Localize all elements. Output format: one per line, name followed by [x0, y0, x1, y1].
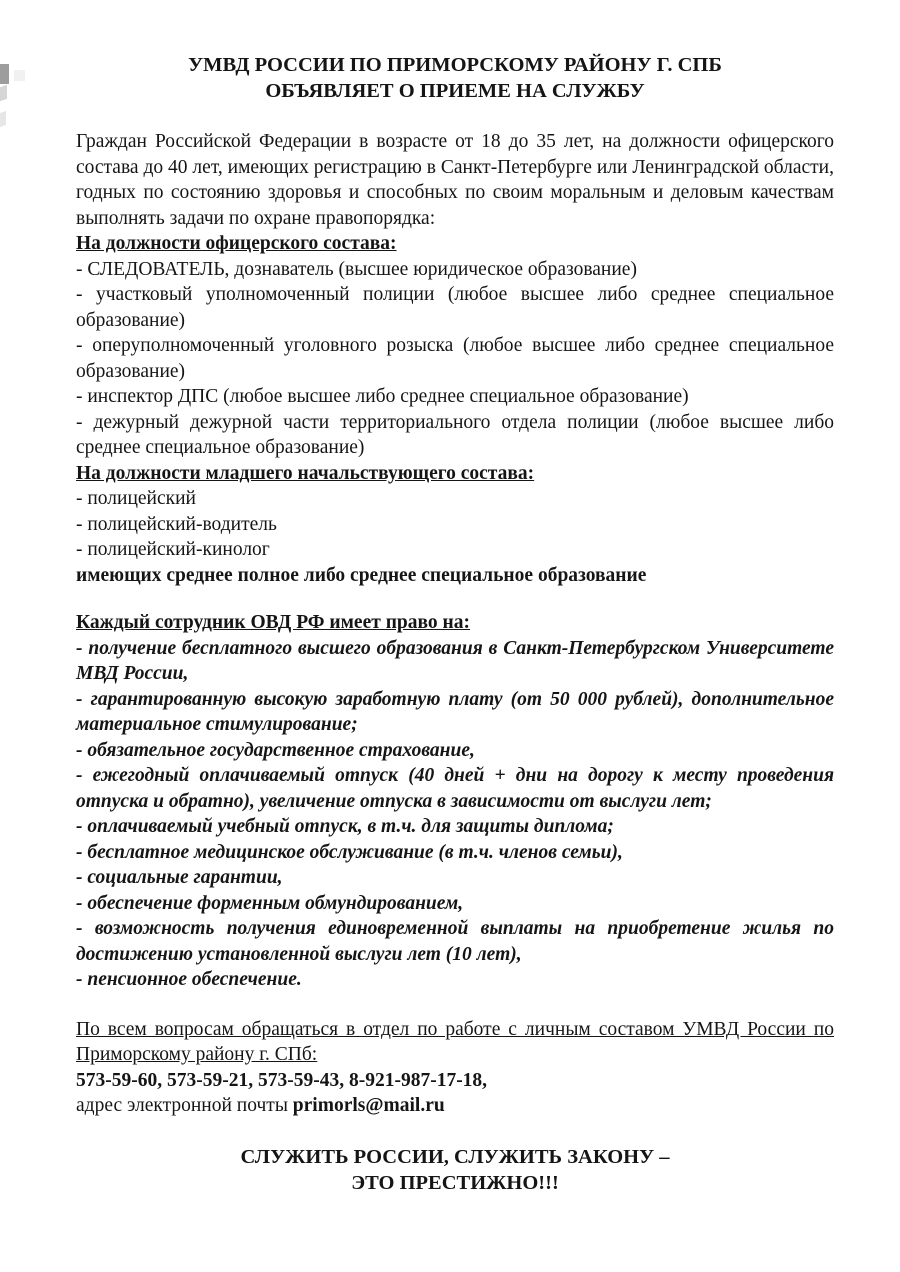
officer-position-item: - оперуполномоченный уголовного розыска (любое высшее либо среднее специальное образование) [76, 335, 834, 382]
document-title-line2: ОБЪЯВЛЯЕТ О ПРИЕМЕ НА СЛУЖБУ [265, 80, 645, 102]
benefit-item: - обязательное государственное страхование, [76, 739, 475, 761]
document-title-line1: УМВД РОССИИ ПО ПРИМОРСКОМУ РАЙОНУ Г. СПБ [188, 54, 722, 76]
benefit-item: - бесплатное медицинское обслуживание (в т.ч. членов семьи), [76, 841, 623, 863]
benefit-item: - оплачиваемый учебный отпуск, в т.ч. для защиты диплома; [76, 816, 614, 837]
officer-position-item: - участковый уполномоченный полиции (любое высшее либо среднее специальное образование) [76, 284, 834, 331]
junior-position-item: - полицейский-кинолог [76, 539, 270, 560]
benefit-item: - социальные гарантии, [76, 867, 283, 888]
scan-artifact [0, 64, 9, 84]
scan-artifact [0, 111, 6, 127]
email-prefix: адрес электронной почты [76, 1095, 293, 1116]
benefit-item: - пенсионное обеспечение. [76, 969, 302, 990]
benefit-item: - получение бесплатного высшего образования в Санкт-Петербургском Университете МВД России, [76, 637, 834, 684]
slogan-line1: СЛУЖИТЬ РОССИИ, СЛУЖИТЬ ЗАКОНУ – [240, 1145, 670, 1168]
benefit-item: - гарантированную высокую заработную плату (от 50 000 рублей), дополнительное материальное стимулирование; [76, 688, 834, 735]
email-line [76, 1093, 834, 1119]
benefit-item: - ежегодный оплачиваемый отпуск (40 дней + дни на дорогу к месту проведения отпуска и обратно), увеличение отпуска в зависимости от выслуги лет; [76, 765, 834, 812]
benefits-heading: Каждый сотрудник ОВД РФ имеет право на: [76, 612, 471, 633]
officer-positions-heading: На должности офицерского состава: [76, 233, 397, 254]
officer-position-item: - СЛЕДОВАТЕЛЬ, дознаватель (высшее юридическое образование) [76, 258, 637, 280]
slogan [76, 1144, 834, 1196]
education-note: имеющих среднее полное либо среднее специальное образование [76, 564, 647, 586]
junior-positions-heading: На должности младшего начальствующего состава: [76, 462, 535, 484]
scan-artifact [0, 85, 7, 102]
intro-paragraph: Граждан Российской Федерации в возрасте от 18 до 35 лет, на должности офицерского состава до 40 лет, имеющих регистрацию в Санкт-Петербурге или Ленинградской области, годных по состоянию здоровья и способных по своим моральным и деловым качествам выполнять задачи по охране правопорядка: [76, 131, 834, 229]
document-title [76, 52, 834, 104]
benefit-item: - обеспечение форменным обмундированием, [76, 892, 464, 914]
benefit-item: - возможность получения единовременной выплаты на приобретение жилья по достижению установленной выслуги лет (10 лет), [76, 918, 834, 965]
contact-heading: По всем вопросам обращаться в отдел по работе с личным составом УМВД России по Приморскому району г. СПб: [76, 1018, 834, 1065]
officer-position-item: - инспектор ДПС (любое высшее либо среднее специальное образование) [76, 386, 689, 407]
junior-position-item: - полицейский [76, 488, 196, 509]
email-address: primorls@mail.ru [292, 1095, 445, 1116]
phone-numbers: 573-59-60, 573-59-21, 573-59-43, 8-921-987-17-18, [76, 1069, 488, 1091]
scan-artifact [14, 70, 25, 81]
slogan-line2: ЭТО ПРЕСТИЖНО!!! [351, 1171, 559, 1194]
officer-position-item: - дежурный дежурной части территориального отдела полиции (любое высшее либо среднее специальное образование) [76, 411, 834, 458]
junior-position-item: - полицейский-водитель [76, 513, 277, 535]
